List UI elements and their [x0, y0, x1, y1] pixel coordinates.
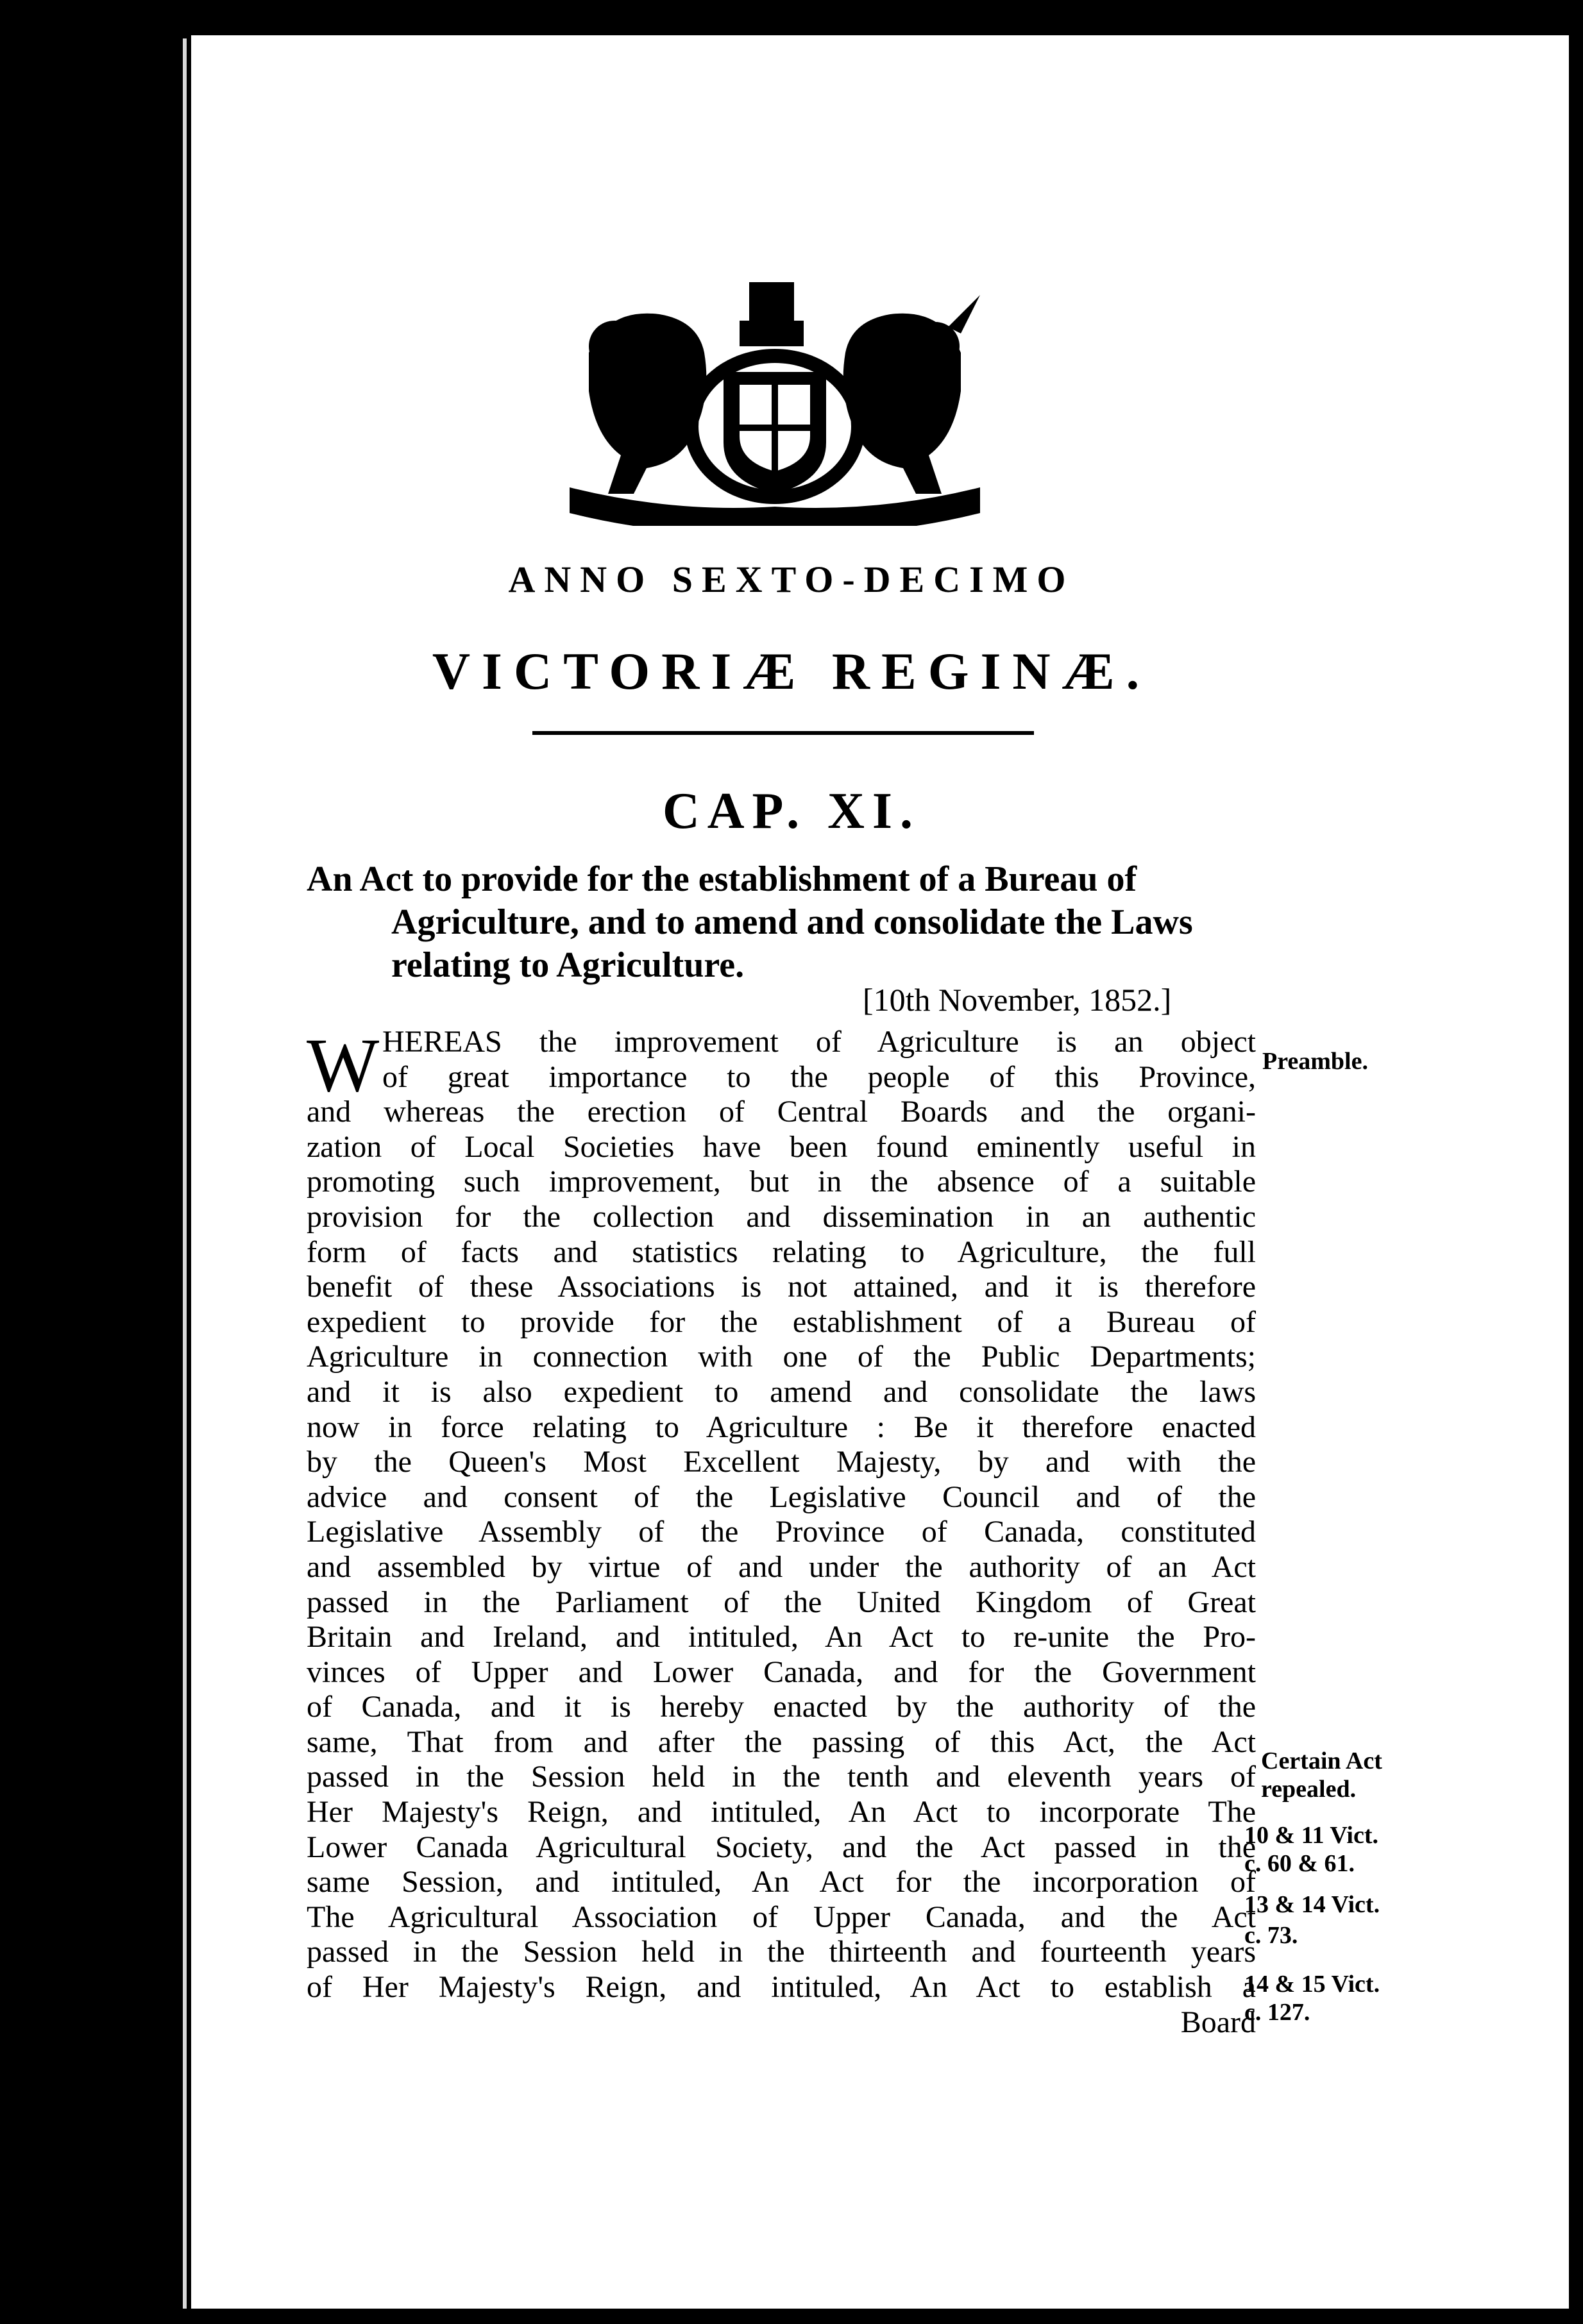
body-line: by the Queen's Most Excellent Majesty, by and with the	[307, 1445, 1256, 1479]
body-line: passed in the Parliament of the United Kingdom of Great	[307, 1585, 1256, 1619]
body-line: The Agricultural Association of Upper Canada, and the Act	[307, 1899, 1256, 1934]
margin-note-ref: c. 60 & 61.	[1244, 1850, 1355, 1877]
act-title-line: relating to Agriculture.	[391, 945, 745, 985]
body-line: Agriculture in connection with one of the Public Departments;	[307, 1340, 1256, 1374]
catchword: Board	[1180, 2005, 1256, 2039]
body-line: expedient to provide for the establishment of a Bureau of	[307, 1304, 1256, 1339]
margin-note-ref: c. 127.	[1244, 1999, 1310, 2026]
body-line: promoting such improvement, but in the absence of a suitable	[307, 1165, 1256, 1199]
body-line: form of facts and statistics relating to Agriculture, the full	[307, 1234, 1256, 1269]
body-line: passed in the Session held in the tenth and eleventh years of	[307, 1760, 1256, 1794]
drop-cap: W	[307, 1022, 380, 1107]
body-line: benefit of these Associations is not attained, and it is therefore	[307, 1270, 1256, 1304]
anno-heading: ANNO SEXTO-DECIMO	[508, 559, 1075, 600]
body-line: of Her Majesty's Reign, and intituled, An Act to establish a	[307, 1970, 1256, 2005]
body-line: passed in the Session held in the thirteenth and fourteenth years	[307, 1935, 1256, 1969]
margin-note-certain-act: Certain Act	[1261, 1747, 1382, 1774]
margin-note-preamble: Preamble.	[1262, 1048, 1368, 1075]
margin-note-ref: 14 & 15 Vict.	[1244, 1971, 1380, 1998]
chapter-heading: CAP. XI.	[663, 783, 920, 839]
body-line: Her Majesty's Reign, and intituled, An Act to incorporate The	[307, 1795, 1256, 1830]
body-line: advice and consent of the Legislative Council and of the	[307, 1479, 1256, 1514]
body-line: vinces of Upper and Lower Canada, and for the Government	[307, 1655, 1256, 1689]
body-line: provision for the collection and dissemination in an authentic	[307, 1199, 1256, 1234]
body-line: and assembled by virtue of and under the authority of an Act	[307, 1549, 1256, 1584]
regnal-heading: VICTORIÆ REGINÆ.	[432, 642, 1151, 700]
body-line: Lower Canada Agricultural Society, and the Act passed in the	[307, 1830, 1256, 1864]
assent-date: [10th November, 1852.]	[863, 982, 1172, 1018]
body-line: HEREAS the improvement of Agriculture is an object	[382, 1025, 1256, 1059]
royal-coat-of-arms-icon	[563, 276, 986, 526]
margin-note-repealed: repealed.	[1261, 1776, 1357, 1803]
body-line: now in force relating to Agriculture : Be it therefore enacted	[307, 1410, 1256, 1444]
act-body	[307, 1022, 1256, 2040]
scan-border-left	[0, 0, 191, 2324]
act-title-line: An Act to provide for the establishment of a Bureau of	[307, 859, 1137, 899]
divider-rule	[532, 731, 1034, 735]
margin-note-ref: c. 73.	[1244, 1922, 1298, 1949]
margin-note-ref: 13 & 14 Vict.	[1244, 1891, 1380, 1918]
body-line: zation of Local Societies have been found eminently useful in	[307, 1129, 1256, 1164]
act-title	[307, 858, 1269, 987]
body-line: and it is also expedient to amend and consolidate the laws	[307, 1374, 1256, 1409]
margin-note-ref: 10 & 11 Vict.	[1244, 1822, 1378, 1849]
body-line: and whereas the erection of Central Boards and the organi-	[307, 1095, 1256, 1129]
act-title-line: Agriculture, and to amend and consolidate the Laws	[391, 902, 1193, 942]
body-line: Legislative Assembly of the Province of Canada, constituted	[307, 1515, 1256, 1549]
body-line: same Session, and intituled, An Act for the incorporation of	[307, 1865, 1256, 1899]
body-line: Britain and Ireland, and intituled, An Act to re-unite the Pro-	[307, 1620, 1256, 1655]
body-line: of great importance to the people of this Province,	[382, 1059, 1256, 1094]
body-line: same, That from and after the passing of this Act, the Act	[307, 1724, 1256, 1759]
binding-edge	[183, 38, 187, 2309]
body-line: of Canada, and it is hereby enacted by the authority of the	[307, 1690, 1256, 1724]
